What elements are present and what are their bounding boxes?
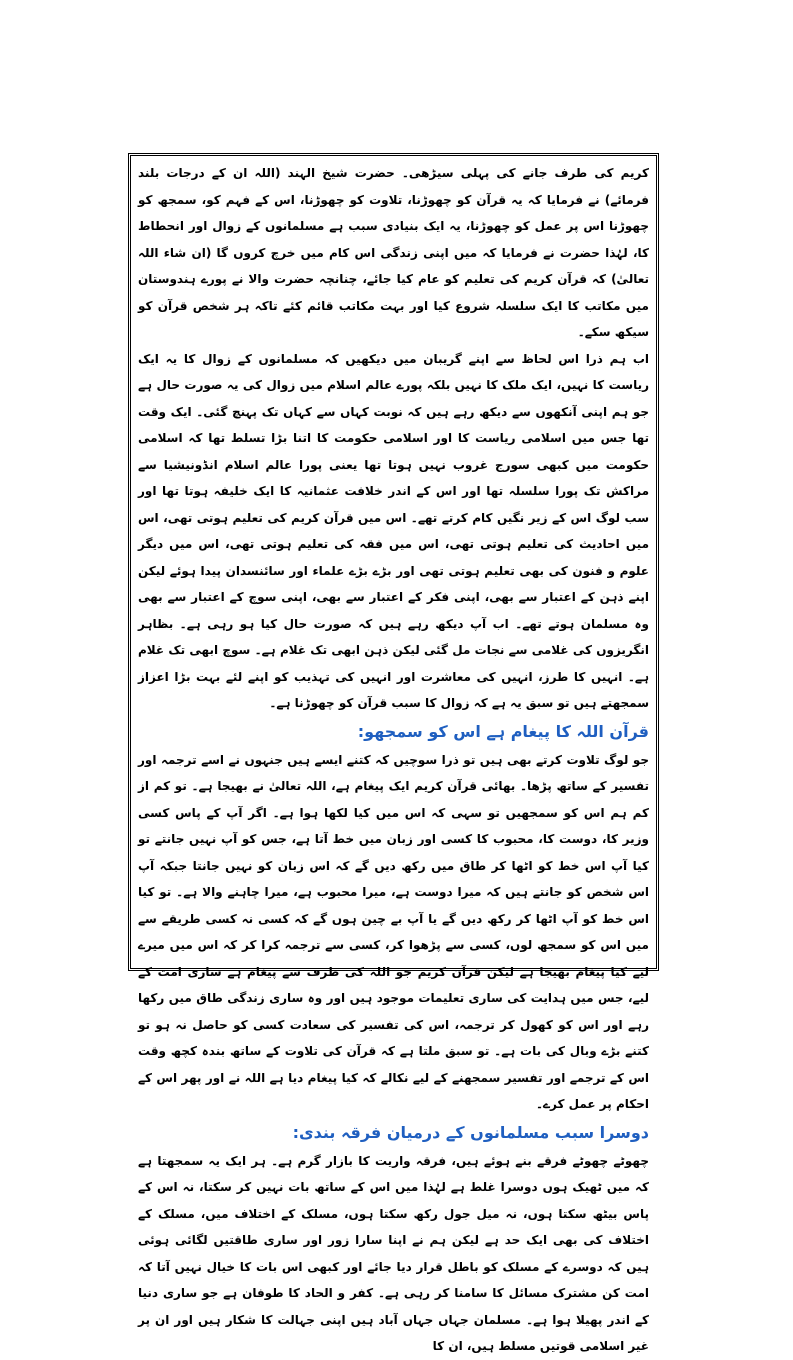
section-heading-1: قرآن اللہ کا پیغام ہے اس کو سمجھو: xyxy=(357,721,649,741)
section-1-paragraph: جو لوگ تلاوت کرتے بھی ہیں تو ذرا سوچیں کہ کتنے ایسے ہیں جنہوں نے اسے ترجمہ اور تفسیر کے ساتھ پڑھا۔ بھائی قرآن کریم ایک پیغام ہے، اللہ تعالیٰ نے بھیجا ہے۔ تو کم از کم ہم اس کو سمجھیں تو سہی کہ اس میں کیا لکھا ہوا ہے۔ اگر آپ کے پاس کسی وزیر کا، دوست کا، محبوب کا کسی اور زبان میں خط آتا ہے، جس کو آپ نہیں جانتے تو کیا آپ اس خط کو اٹھا کر طاق میں رکھ دیں گے کہ اس زبان کو نہیں جانتا جبکہ آپ اس شخص کو جانتے ہیں کہ میرا دوست ہے، میرا محبوب ہے، میرا چاہنے والا ہے۔ تو کیا اس خط کو آپ اٹھا کر رکھ دیں گے یا آپ بے چین ہوں گے کہ کسی نہ کسی طریقے سے میں اس کو سمجھ لوں، کسی سے پڑھوا کر، کسی سے ترجمہ کرا کر کہ اس میں میرے لیے کیا پیغام بھیجا ہے لیکن قرآن کریم جو اللہ کی طرف سے پیغام ہے ساری امت کے لیے، جس میں ہدایت کی ساری تعلیمات موجود ہیں اور وہ ساری زندگی طاق میں رکھا رہے اور اس کو کھول کر ترجمہ، اس کی تفسیر کی سعادت کسی کو حاصل نہ ہو تو کتنے بڑے وبال کی بات ہے۔ تو سبق ملتا ہے کہ قرآن کی تلاوت کے ساتھ بندہ کچھ وقت اس کے ترجمے اور تفسیر سمجھنے کے لیے نکالے کہ کیا پیغام دیا ہے اللہ نے اور پھر اس کے احکام پر عمل کرے۔ xyxy=(138,752,649,1111)
intro-paragraph-1: کریم کی طرف جانے کی پہلی سیڑھی۔ حضرت شیخ الہند (اللہ ان کے درجات بلند فرمائے) نے فرمایا کہ یہ قرآن کو چھوڑنا، تلاوت کو چھوڑنا، اس کے فہم کو، سمجھ کو چھوڑنا اس پر عمل کو چھوڑنا، یہ ایک بنیادی سبب ہے مسلمانوں کے زوال اور انحطاط کا، لہٰذا حضرت نے فرمایا کہ میں اپنی زندگی اس کام میں خرچ کروں گا (ان شاء اللہ تعالیٰ) کہ قرآن کریم کی تعلیم کو عام کیا جائے، چنانچہ حضرت والا نے پورے ہندوستان میں مکاتب کا ایک سلسلہ شروع کیا اور بہت مکاتب قائم کئے تاکہ ہر شخص قرآن کو سیکھ سکے۔ xyxy=(138,166,649,339)
intro-paragraph-2: اب ہم ذرا اس لحاظ سے اپنے گریبان میں دیکھیں کہ مسلمانوں کے زوال کا یہ ایک ریاست کا نہیں، ایک ملک کا نہیں بلکہ پورے عالم اسلام میں زوال کی یہ صورت حال ہے جو ہم اپنی آنکھوں سے دیکھ رہے ہیں کہ نوبت کہاں سے کہاں تک پہنچ گئی۔ ایک وقت تھا جس میں اسلامی ریاست کا اور اسلامی حکومت کا اتنا بڑا تسلط تھا کہ اسلامی حکومت میں کبھی سورج غروب نہیں ہوتا تھا یعنی پورا عالم اسلام انڈونیشیا سے مراکش تک پورا سلسلہ تھا اور اس کے اندر خلافت عثمانیہ کا ایک خلیفہ ہوتا تھا اور سب لوگ اس کے زیر نگیں کام کرتے تھے۔ اس میں قرآن کریم کی تعلیم ہوتی تھی، اس میں احادیث کی تعلیم ہوتی تھی، اس میں فقہ کی تعلیم ہوتی تھی، اس میں دیگر علوم و فنون کی بھی تعلیم ہوتی تھی اور بڑے بڑے علماء اور سائنسدان پیدا ہوئے لیکن اپنے ذہن کے اعتبار سے بھی، اپنی فکر کے اعتبار سے بھی، اپنی سوچ کے اعتبار سے بھی وہ مسلمان ہوتے تھے۔ اب آپ دیکھ رہے ہیں کہ صورت حال کیا ہو رہی ہے۔ بظاہر انگریزوں کی غلامی سے نجات مل گئی لیکن ذہن ابھی تک غلام ہے۔ سوچ ابھی تک غلام ہے۔ انہیں کا طرز، انہیں کی معاشرت اور انہیں کی تہذیب کو اپنے لئے بہت بڑا اعزاز سمجھتے ہیں تو سبق یہ ہے کہ زوال کا سبب قرآن کو چھوڑنا ہے۔ xyxy=(138,351,649,710)
page-content xyxy=(138,160,649,1360)
section-2-paragraph: چھوٹے چھوٹے فرقے بنے ہوئے ہیں، فرقہ واریت کا بازار گرم ہے۔ ہر ایک یہ سمجھتا ہے کہ میں ٹھیک ہوں دوسرا غلط ہے لہٰذا میں اس کے ساتھ بات نہیں کر سکتا، نہ اس کے پاس بیٹھ سکتا ہوں، نہ میل جول رکھ سکتا ہوں، مسلک کے اختلاف میں، مسلک کے اختلاف کی بھی ایک حد ہے لیکن ہم نے اپنا سارا زور اور ساری طاقتیں لگائی ہوئی ہیں کہ دوسرے کے مسلک کو باطل قرار دیا جائے اور کبھی اس بات کا خیال نہیں آتا کہ امت کن مشترک مسائل کا سامنا کر رہی ہے۔ کفر و الحاد کا طوفان ہے جو ساری دنیا کے اندر پھیلا ہوا ہے۔ مسلمان جہاں جہاں آباد ہیں اپنی جہالت کا شکار ہیں اور ان پر غیر اسلامی قوتیں مسلط ہیں، ان کا xyxy=(138,1153,650,1353)
section-heading-2: دوسرا سبب مسلمانوں کے درمیان فرقہ بندی: xyxy=(292,1122,649,1142)
page-frame xyxy=(128,153,659,1353)
